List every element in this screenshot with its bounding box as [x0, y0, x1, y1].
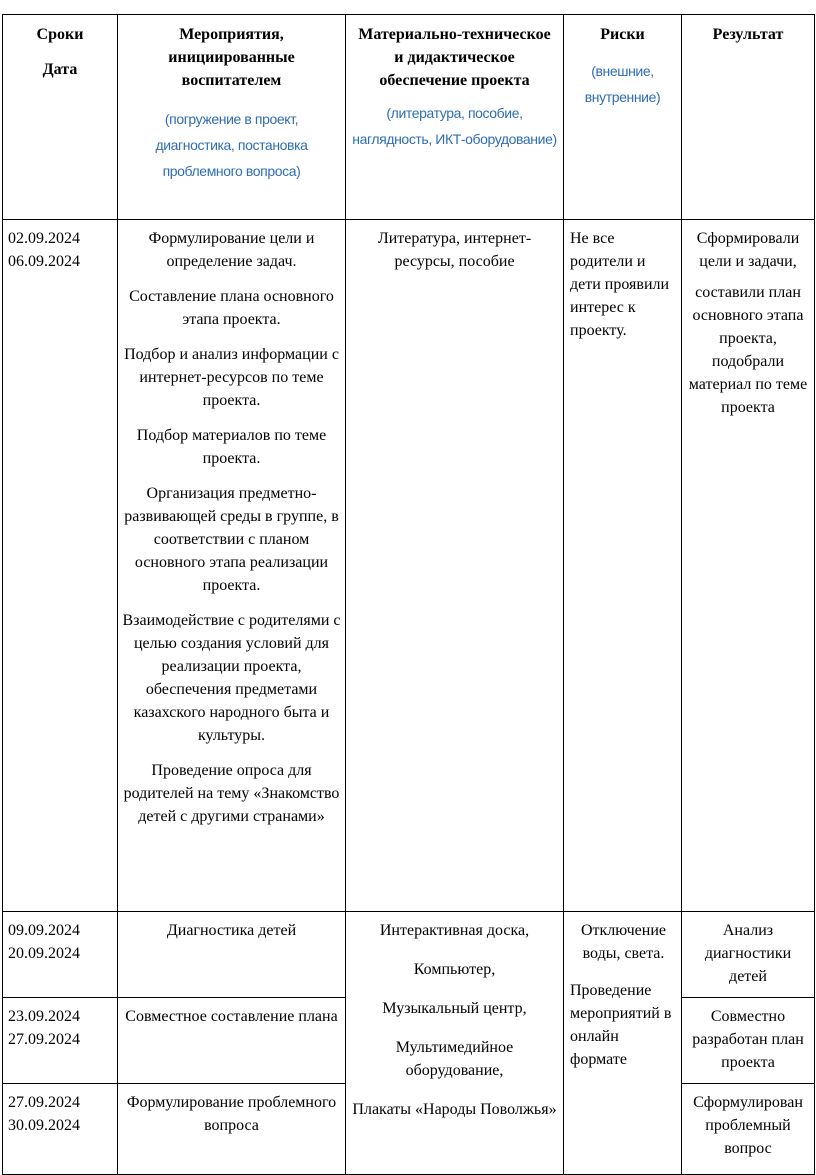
date-cell — [3, 998, 118, 1084]
activity-cell — [118, 912, 346, 998]
header-activities-note: (погружение в проект, диагностика, постановка проблемного вопроса) — [155, 111, 308, 179]
header-result — [682, 15, 815, 220]
result-cell — [682, 1084, 815, 1175]
risks-text: Не все родители и дети проявили интерес к проекту. — [570, 230, 670, 339]
result-cell — [682, 998, 815, 1084]
header-risks-title: Риски — [600, 26, 645, 43]
result-item: составили план основного этапа проекта, подобрали материал по теме проекта — [688, 284, 808, 416]
header-materials — [346, 15, 564, 220]
date-start: 02.09.2024 — [8, 230, 80, 247]
header-activities-title: Мероприятия, инициированные воспитателем — [168, 26, 295, 89]
project-plan-table — [2, 14, 815, 1175]
activity-item: Проведение опроса для родителей на тему «Знакомство детей с другими странами» — [123, 762, 340, 825]
activity-item: Организация предметно-развивающей среды в группе, в соответствии с планом основного этапа реализации проекта. — [124, 485, 339, 594]
activity-text: Формулирование проблемного вопроса — [126, 1094, 337, 1134]
header-materials-title: Материально-техническое и дидактическое обеспечение проекта — [358, 26, 551, 89]
activity-cell — [118, 998, 346, 1084]
table-header-row — [3, 15, 815, 220]
date-end: 20.09.2024 — [8, 945, 80, 962]
table-row — [3, 912, 815, 998]
date-start: 23.09.2024 — [8, 1008, 80, 1025]
activity-item: Формулирование цели и определение задач. — [148, 230, 315, 270]
header-date-subtitle: Дата — [42, 61, 78, 78]
material-item: Музыкальный центр, — [382, 1000, 527, 1017]
date-start: 27.09.2024 — [8, 1094, 80, 1111]
result-cell — [682, 912, 815, 998]
date-start: 09.09.2024 — [8, 922, 80, 939]
materials-text: Литература, интернет-ресурсы, пособие — [377, 230, 532, 270]
shared-risks-cell — [564, 912, 682, 1175]
activity-item: Подбор и анализ информации с интернет-ресурсов по теме проекта. — [124, 346, 339, 409]
result-cell — [682, 220, 815, 912]
header-date — [3, 15, 118, 220]
date-cell — [3, 220, 118, 912]
material-item: Плакаты «Народы Поволжья» — [352, 1101, 557, 1118]
header-risks-note: (внешние, внутренние) — [584, 63, 661, 105]
risks-cell — [564, 220, 682, 912]
material-item: Интерактивная доска, — [379, 922, 530, 939]
date-end: 06.09.2024 — [8, 253, 80, 270]
activity-text: Диагностика детей — [166, 922, 297, 939]
header-activities — [118, 15, 346, 220]
date-end: 27.09.2024 — [8, 1031, 80, 1048]
result-text: Анализ диагностики детей — [704, 922, 792, 985]
activities-cell — [118, 220, 346, 912]
header-risks — [564, 15, 682, 220]
date-end: 30.09.2024 — [8, 1117, 80, 1134]
date-cell — [3, 1084, 118, 1175]
material-item: Компьютер, — [413, 961, 496, 978]
material-item: Мультимедийное оборудование, — [395, 1039, 514, 1079]
activity-item: Составление плана основного этапа проекта. — [129, 288, 334, 328]
activity-item: Взаимодействие с родителями с целью создания условий для реализации проекта, обеспечения предметами казахского народного быта и культуры. — [122, 612, 341, 744]
header-result-title: Результат — [712, 26, 784, 43]
result-text: Совместно разработан план проекта — [692, 1008, 804, 1071]
materials-cell — [346, 220, 564, 912]
header-date-title: Сроки — [36, 26, 84, 43]
result-item: Сформировали цели и задачи, — [696, 230, 800, 270]
header-materials-note: (литература, пособие, наглядность, ИКТ-оборудование) — [352, 105, 557, 147]
table-row — [3, 220, 815, 912]
result-text: Сформулирован проблемный вопрос — [693, 1094, 803, 1157]
activity-text: Совместное составление плана — [125, 1008, 338, 1025]
date-cell — [3, 912, 118, 998]
activity-cell — [118, 1084, 346, 1175]
risk-item: Отключение воды, света. — [580, 922, 667, 962]
risk-item: Проведение мероприятий в онлайн формате — [570, 982, 672, 1068]
shared-materials-cell — [346, 912, 564, 1175]
activity-item: Подбор материалов по теме проекта. — [136, 427, 327, 467]
